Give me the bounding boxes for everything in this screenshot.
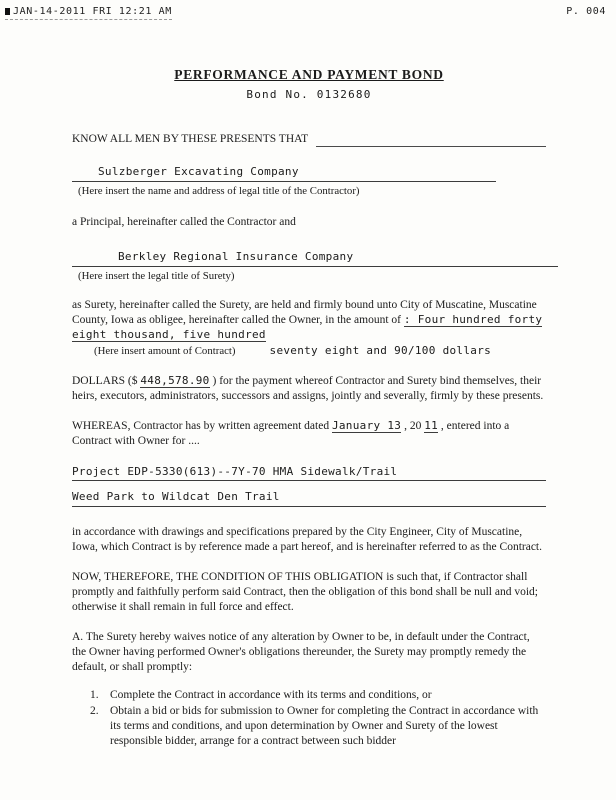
fax-timestamp-text: JAN-14-2011 FRI 12:21 AM [13,6,172,17]
dollars-prefix: DOLLARS ($ [72,374,141,387]
contractor-insert-note: (Here insert the name and address of legal title of the Contractor) [78,184,360,197]
fax-header [0,0,616,20]
scan-artifact [5,8,10,15]
project-title-line2 [72,490,546,507]
know-all-men-text: KNOW ALL MEN BY THESE PRESENTS THAT [72,132,309,145]
amount-words-line1: : Four hundred forty eight thousand, five hundred [72,312,543,341]
surety-name: Berkley Regional Insurance Company [118,249,354,263]
whereas-prefix: WHEREAS, Contractor has by written agreement dated [72,419,332,432]
project-title-text1: Project EDP-5330(613)--7Y-70 HMA Sidewalk/Trail [72,464,398,478]
clause-a-paragraph: A. The Surety hereby waives notice of any alteration by Owner to be, in default under the Contract, the Owner having performed Owner's obligations thereunder, the Surety may promptly remedy the default, or shall promptly: [72,631,530,673]
whereas-mid: , 20 [404,419,425,432]
list-item-text: Obtain a bid or bids for submission to Owner for completing the Contract in accordance with its terms and conditions, and upon determination by Owner and Surety of the lowest responsible bidder, arrange for a contract between such bidder [110,704,539,747]
project-title-line1 [72,465,546,482]
bond-number: Bond No. 0132680 [246,87,372,101]
list-item-text: Complete the Contract in accordance with its terms and conditions, or [110,688,432,701]
remedy-list [72,688,546,749]
document-title: PERFORMANCE AND PAYMENT BOND [174,67,444,82]
whereas-paragraph [72,419,546,449]
project-title-text2: Weed Park to Wildcat Den Trail [72,490,280,504]
dollars-paragraph [72,374,546,404]
list-item [90,704,546,749]
fax-timestamp [5,6,172,20]
condition-paragraph: NOW, THEREFORE, THE CONDITION OF THIS OBLIGATION is such that, if Contractor shall promptly and faithfully perform said Contract, then the obligation of this bond shall be null and void; otherwise it shall remain in full force and effect. [72,571,538,614]
contractor-name-field [72,165,496,182]
know-all-men-line [72,132,546,147]
list-item [90,688,546,703]
contractor-name: Sulzberger Excavating Company [98,164,299,178]
accordance-paragraph: in accordance with drawings and specifications prepared by the City Engineer, City of Muscatine, Iowa, which Contract is by reference made a part hereof, and is hereinafter referred to as the Contract. [72,526,543,554]
list-item-number: 1. [90,688,99,701]
amount-insert-note: (Here insert amount of Contract) [94,345,236,358]
dollars-suffix: ) for the payment whereof Contractor and Surety bind themselves, their heirs, executors, administrators, successors and assigns, jointly and severally, firmly by these presents. [72,374,544,402]
agreement-date: January 13 [331,418,402,432]
principal-line: a Principal, hereinafter called the Contractor and [72,215,296,228]
fax-page-number: P. 004 [566,6,606,17]
surety-name-field [72,250,558,267]
bound-paragraph [72,298,546,343]
agreement-year: 11 [424,418,439,432]
amount-words-line2: seventy eight and 90/100 dollars [269,344,492,358]
amount-note-row [72,344,546,358]
blank-underline [316,133,546,147]
document-content [0,20,616,749]
bound-paragraph-text: as Surety, hereinafter called the Surety, are held and firmly bound unto City of Muscatine, Muscatine County, Iowa as obligee, hereinafter called the Owner, in the amount of [72,298,537,326]
surety-insert-note: (Here insert the legal title of Surety) [78,269,235,282]
list-item-number: 2. [90,704,99,717]
contract-amount-numeric: 448,578.90 [140,373,210,387]
whereas-suffix: , entered into a Contract with Owner for .... [72,419,510,447]
